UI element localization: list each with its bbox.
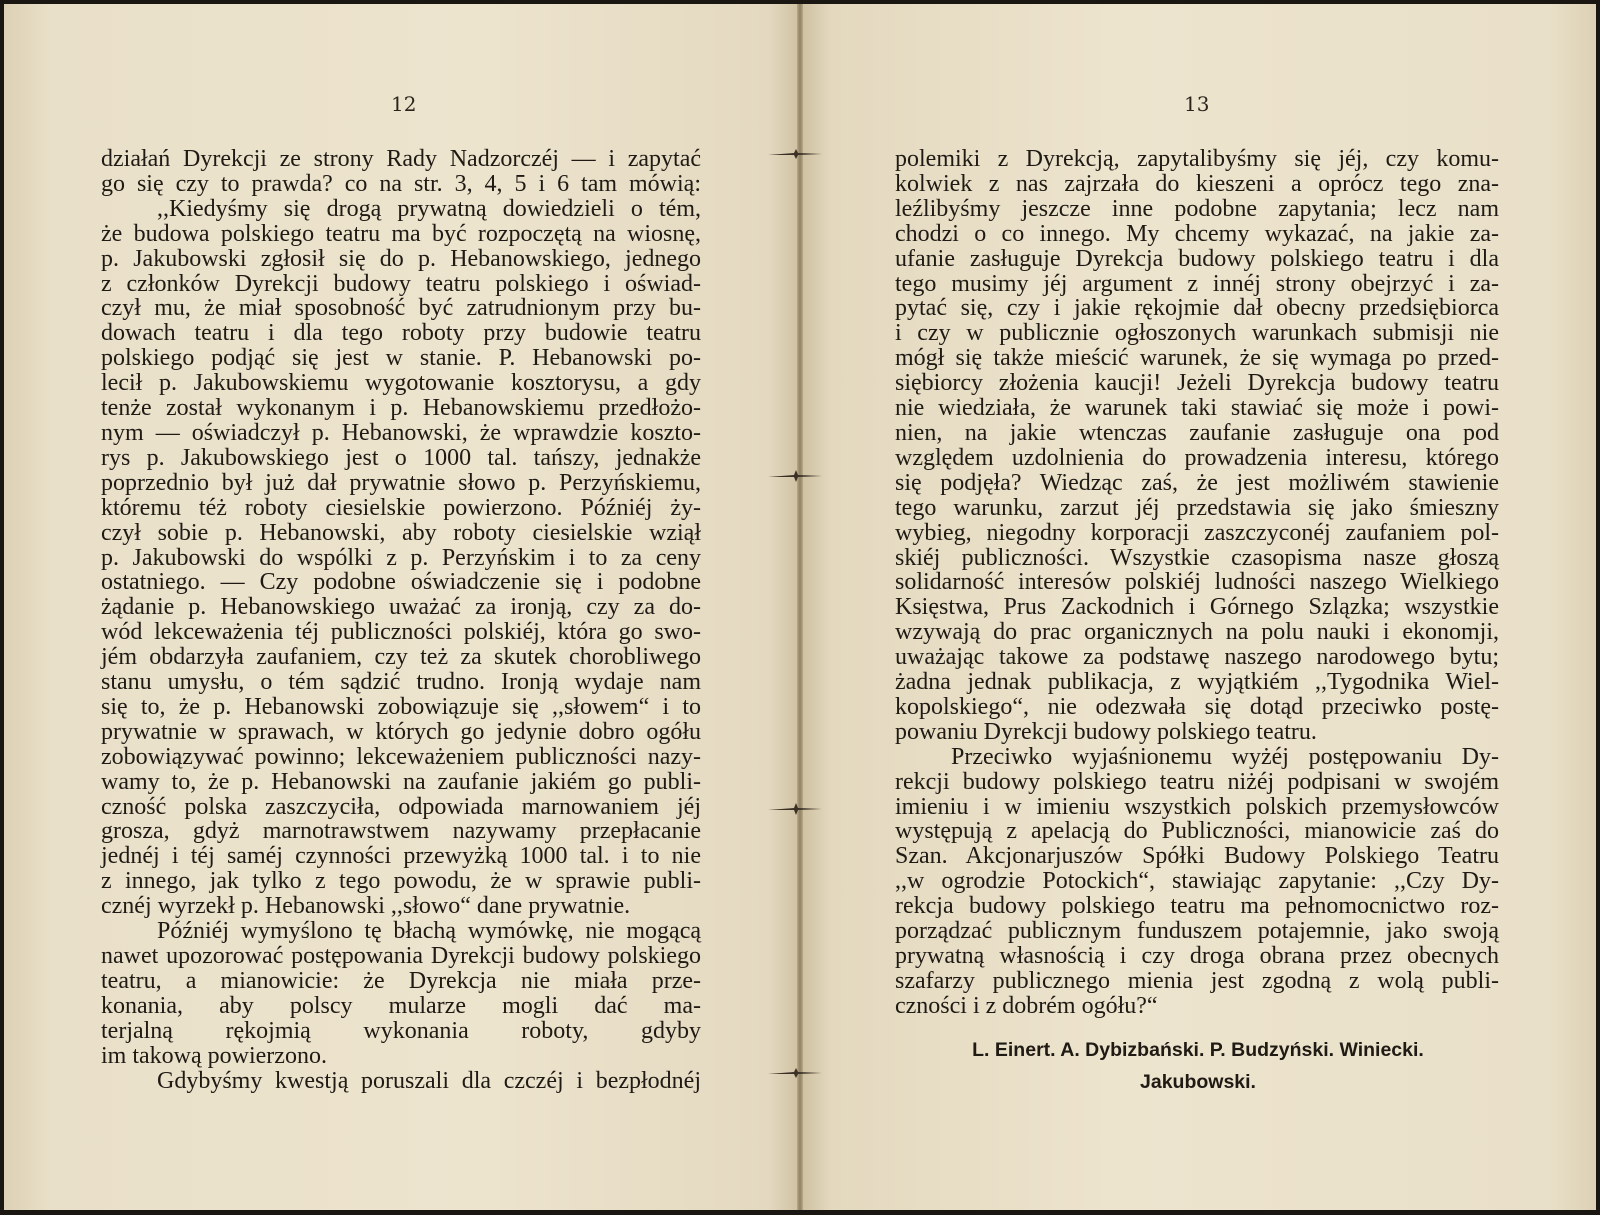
text-line: zobowiązywać powinno; lekceważeniem publiczności nazy-: [101, 743, 701, 770]
text-line: nien, na jakie wtenczas zaufanie zasługuje ona pod: [895, 419, 1499, 446]
text-line: czności i z dobrém ogółu?“: [895, 992, 1158, 1019]
text-line: prywatnie w sprawach, w których go jedynie dobro ogółu: [101, 718, 701, 745]
book-gutter: [797, 4, 803, 1210]
text-line: stanu umysłu, o tém sądzić trudno. Ironją wydaje nam: [101, 669, 701, 696]
text-line: któremu téż roboty ciesielskie powierzono. Późniéj ży-: [101, 494, 701, 521]
text-line: porządzać publicznym funduszem potajemnie, jako swoją: [895, 918, 1499, 945]
text-line: jednéj i téj saméj czynności przewyżką 1000 tal. i to nie: [101, 843, 701, 870]
text-line: występują z apelacją do Publiczności, mianowicie zaś do: [895, 818, 1499, 845]
text-line: im takową powierzono.: [101, 1042, 327, 1069]
right-page-number: 13: [1184, 92, 1210, 116]
text-line: się to, że p. Hebanowski zobowiązuje się ,,słowem“ i to: [101, 693, 701, 720]
text-line: nawet upozorować postępowania Dyrekcji budowy polskiego: [101, 943, 701, 969]
text-line: cznéj wyrzekł p. Hebanowski ,,słowo“ dane prywatnie.: [101, 893, 631, 920]
text-line: tego musimy jéj argument z innéj strony obejrzyć i za-: [895, 270, 1499, 297]
text-line: z innego, jak tylko z tego powodu, że w sprawie publi-: [101, 868, 701, 895]
text-line: p. Jakubowski zgłosił się do p. Hebanowskiego, jednego: [101, 245, 701, 272]
text-line: Późniéj wymyślono tę błachą wymówkę, nie mogącą: [157, 918, 701, 945]
text-line: względem uzdolnienia do prowadzenia interesu, którego: [895, 444, 1499, 471]
text-line: go się czy to prawda? co na str. 3, 4, 5 i 6 tam mówią:: [101, 170, 701, 197]
text-line: wzywają do prac organicznych na polu nauki i ekonomji,: [895, 619, 1499, 646]
text-line: rekcja budowy polskiego teatru ma pełnomocnictwo roz-: [895, 893, 1499, 920]
text-line: kolwiek z nas zajrzała do kieszeni a oprócz tego zna-: [895, 170, 1499, 197]
text-line: konania, aby polscy mularze mogli dać ma-: [101, 992, 701, 1019]
left-page-text: [101, 147, 701, 1093]
text-line: tego warunku, zarzut jéj przedstawia się jako śmieszny: [895, 494, 1499, 521]
text-line: czył mu, że miał sposobność być zatrudnionym przy bu-: [101, 295, 701, 322]
text-line: grosza, gdyż marnotrawstwem nazywamy przepłacanie: [101, 818, 701, 845]
text-line: siębiorcy złożenia kaucji! Jeżeli Dyrekcja budowy teatru: [895, 370, 1499, 397]
text-line: wód lekceważenia téj publiczności polskiéj, która go swo-: [101, 619, 701, 646]
text-line: jém obdarzyła zaufaniem, czy też za skutek chorobliwego: [101, 644, 701, 671]
text-line: Gdybyśmy kwestją poruszali dla czczéj i bezpłodnéj: [157, 1067, 701, 1094]
text-line: powaniu Dyrekcji budowy polskiego teatru.: [895, 718, 1317, 745]
text-line: imieniu i w imieniu wszystkich polskich przemysłowców: [895, 793, 1499, 820]
right-page-text: [895, 147, 1499, 1019]
text-line: lecił p. Jakubowskiemu wygotowanie kosztorysu, a gdy: [101, 370, 701, 397]
signature-line-2: Jakubowski.: [1140, 1071, 1256, 1093]
text-line: mógł się także mieścić warunek, że się wymaga po przed-: [895, 345, 1499, 372]
signature-line-1: L. Einert. A. Dybizbański. P. Budzyński. Winiecki.: [972, 1039, 1424, 1061]
text-line: nym — oświadczył p. Hebanowski, że wprawdzie koszto-: [101, 419, 701, 446]
text-line: Księstwa, Prus Zackodnich i Górnego Szlązka; wszystkie: [895, 594, 1499, 621]
left-page-number: 12: [391, 92, 417, 116]
text-line: Szan. Akcjonarjuszów Spółki Budowy Polskiego Teatru: [895, 843, 1499, 870]
book-spread: [4, 4, 1596, 1210]
text-line: terjalną rękojmią wykonania roboty, gdyby: [101, 1017, 701, 1044]
text-line: wybieg, niegodny korporacji zaszczyconéj zaufaniem pol-: [895, 519, 1499, 546]
text-line: z członków Dyrekcji budowy teatru polskiego i oświad-: [101, 270, 701, 297]
right-page: [800, 4, 1596, 1210]
text-line: wamy to, że p. Hebanowski na zaufanie jakiém go publi-: [101, 768, 701, 795]
text-line: rys p. Jakubowskiego jest o 1000 tal. tańszy, jednakże: [101, 444, 701, 471]
text-line: p. Jakubowski do wspólki z p. Perzyńskim i to za ceny: [101, 544, 701, 571]
text-line: że budowa polskiego teatru ma być rozpoczętą na wiosnę,: [101, 220, 701, 247]
text-line: kopolskiego“, nie odezwała się dotąd przeciwko postę-: [895, 693, 1499, 720]
binding-stitch-icon: [766, 802, 824, 816]
text-line: nie wiedziała, że warunek taki stawiać się może i powi-: [895, 395, 1499, 422]
text-line: i czy w publicznie ogłoszonych warunkach submisji nie: [895, 320, 1499, 347]
text-line: żądanie p. Hebanowskiego uważać za ironją, czy za do-: [101, 594, 701, 621]
text-line: skiéj publiczności. Wszystkie czasopisma nasze głoszą: [895, 544, 1499, 571]
text-line: ,,w ogrodzie Potockich“, stawiając zapytanie: ,,Czy Dy-: [895, 868, 1499, 895]
text-line: rekcji budowy polskiego teatru niżéj podpisani w swojém: [895, 768, 1499, 795]
text-line: żadna jednak publikacja, z wyjątkiém ,,Tygodnika Wiel-: [895, 669, 1499, 696]
text-line: polemiki z Dyrekcją, zapytalibyśmy się jéj, czy komu-: [895, 146, 1499, 172]
text-line: szafarzy publicznego mienia jest zgodną z wolą publi-: [895, 967, 1499, 994]
text-line: się podjęła? Wiedząc zaś, że jest możliwém stawienie: [895, 469, 1499, 496]
text-line: czył sobie p. Hebanowski, aby roboty ciesielskie wziął: [101, 519, 701, 546]
text-line: ,,Kiedyśmy się drogą prywatną dowiedzieli o tém,: [157, 195, 701, 222]
text-line: chodzi o co innego. My chcemy wykazać, na jakie za-: [895, 220, 1499, 247]
text-line: teatru, a mianowicie: że Dyrekcja nie miała prze-: [101, 967, 701, 994]
text-line: poprzednio był już dał prywatnie słowo p. Perzyńskiemu,: [101, 469, 701, 496]
signatures: [908, 1034, 1488, 1098]
text-line: solidarność interesów polskiéj ludności naszego Wielkiego: [895, 569, 1499, 596]
binding-stitch-icon: [766, 147, 824, 161]
text-line: leźlibyśmy jeszcze inne podobne zapytania; lecz nam: [895, 195, 1499, 222]
text-line: działań Dyrekcji ze strony Rady Nadzorczéj — i zapytać: [101, 146, 701, 172]
text-line: uważając takowe za podstawę naszego narodowego bytu;: [895, 644, 1499, 671]
text-line: pytać się, czy i jakie rękojmie dał obecny przedsiębiorca: [895, 295, 1499, 322]
text-line: dowach teatru i dla tego roboty przy budowie teatru: [101, 320, 701, 347]
text-line: ufanie zasługuje Dyrekcja budowy polskiego teatru i dla: [895, 245, 1499, 272]
text-line: polskiego podjąć się jest w stanie. P. Hebanowski po-: [101, 345, 701, 372]
binding-stitch-icon: [766, 1066, 824, 1080]
left-page: [4, 4, 800, 1210]
text-line: czność polska zaszczyciła, odpowiada marnowaniem jéj: [101, 793, 701, 820]
text-line: tenże został wykonanym i p. Hebanowskiemu przedłożo-: [101, 395, 701, 422]
text-line: ostatniego. — Czy podobne oświadczenie się i podobne: [101, 569, 701, 596]
text-line: prywatną własnością i czy droga obrana przez obecnych: [895, 943, 1499, 969]
binding-stitch-icon: [766, 469, 824, 483]
text-line: Przeciwko wyjaśnionemu wyżéj postępowaniu Dy-: [951, 743, 1499, 770]
